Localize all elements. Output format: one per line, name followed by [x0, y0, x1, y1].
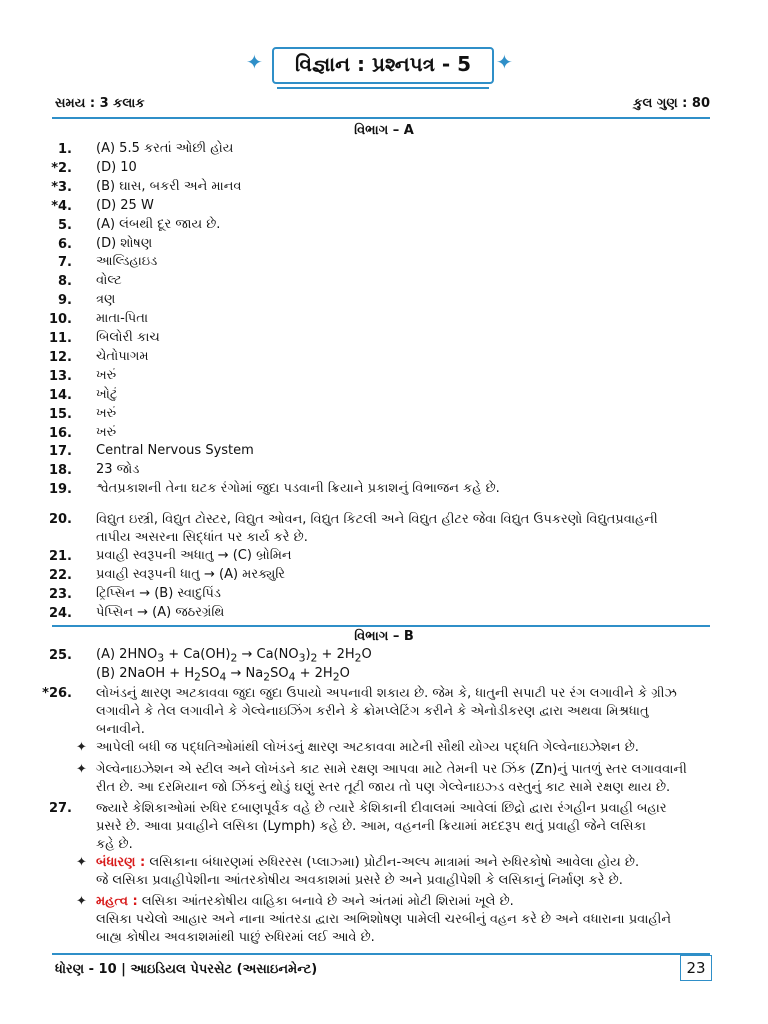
answer-line: જે લસિકા પ્રવાહીપેશીના આંતરકોષીય અવકાશમાં પ્રસરે છે અને પ્રવાહીપેશી કે લસિકાનું નિર્માણ કરે છે. — [96, 873, 623, 888]
question-number: 18. — [48, 463, 72, 479]
answer-text: શ્વેતપ્રકાશની તેના ઘટક રંગોમાં જુદા પડવાની ક્રિયાને પ્રકાશનું વિભાજન કહે છે. — [96, 481, 500, 497]
answer-line: વિદ્યુત ઇસ્ત્રી, વિદ્યુત ટોસ્ટર, વિદ્યુત ઓવન, વિદ્યુત કિટલી અને વિદ્યુત હીટર જેવા વિદ્યુત ઉપકરણો વિદ્યુતપ્રવાહની — [96, 512, 658, 527]
question-number: 19. — [48, 482, 72, 498]
answer-text: (A) લંબથી દૂર જાય છે. — [96, 216, 221, 232]
answer-text: ખરું — [96, 367, 117, 383]
answer-25b: (B) 2NaOH + $H_2SO_4 \to Na_2SO_4 + 2H_2O$ — [96, 666, 350, 684]
diamond-bullet-icon: ✦ — [76, 894, 87, 909]
answer-line: પ્રસરે છે. આવા પ્રવાહીને લસિકા (Lymph) કહે છે. આમ, વહનની ક્રિયામાં મદદરૂપ થતું પ્રવાહી જેને લસિકા — [96, 819, 646, 834]
answer-line: બાહ્ય કોષીય અવકાશમાંથી પાછું રુધિરમાં લઈ આવે છે. — [96, 930, 375, 945]
answer-text: માતા-પિતા — [96, 311, 149, 327]
keyword-importance: મહત્વ : — [96, 894, 138, 909]
question-number: 12. — [48, 349, 72, 365]
answer-line: જ્યારે કેશિકાઓમાં રુધિર દબાણપૂર્વક વહે છે ત્યારે કેશિકાની દીવાલમાં આવેલાં છિદ્રો દ્વારા રંગહીન પ્રવાહી બહાર — [96, 801, 667, 816]
answer-text: બિલોરી કાચ — [96, 330, 160, 345]
diamond-bullet-icon: ✦ — [76, 855, 87, 870]
answer-text: ચેતોપાગમ — [96, 348, 149, 364]
answer-line: બનાવીને. — [96, 722, 145, 737]
left-ornament-icon: ✦ — [246, 50, 263, 74]
answer-text: (D) 25 W — [96, 197, 154, 213]
question-number: 6. — [58, 236, 72, 252]
page-title: વિજ્ઞાન : પ્રશ્નપત્ર - 5 — [294, 52, 472, 76]
answer-text: (A) 5.5 કરતાં ઓછી હોય — [96, 141, 234, 156]
question-number: 20. — [48, 512, 72, 527]
question-number: 11. — [48, 331, 72, 346]
answer-line: લસિકા આંતરકોષીય વાહિકા બનાવે છે અને અંતમાં મોટી શિરામાં ખૂલે છે. — [137, 894, 514, 909]
answer-text: ખોટું — [96, 386, 118, 402]
answer-line: લગાવીને કે તેલ લગાવીને કે ગેલ્વેનાઇઝિંગ કરીને કે ક્રોમપ્લેટિંગ કરીને કે એનોડીકરણ દ્વારા અથવા મિશ્રધાતુ — [96, 704, 649, 719]
diamond-bullet-icon: ✦ — [76, 762, 87, 777]
question-number: 16. — [48, 425, 72, 441]
answer-text: આલ્ડિહાઇડ — [96, 254, 158, 270]
answer-text: ત્રણ — [96, 292, 116, 308]
answer-26-point-2 — [96, 761, 718, 797]
header-rule — [52, 117, 710, 119]
section-a-heading: વિભાગ – A — [354, 123, 414, 138]
answer-text: ખરું — [96, 424, 117, 440]
question-number: *26. — [42, 686, 72, 701]
answer-line: તાપીય અસરના સિદ્ધાંત પર કાર્ય કરે છે. — [96, 530, 308, 545]
question-number: 7. — [58, 255, 72, 271]
question-number: 9. — [58, 293, 72, 309]
question-number: 13. — [48, 368, 72, 384]
answer-line: લસિકાના બંધારણમાં રુધિરરસ (પ્લાઝ્મા) પ્રોટીન-અલ્પ માત્રામાં અને રુધિરકોષો આવેલા હોય છે. — [145, 855, 640, 870]
answer-line: રીત છે. આ દરમિયાન જો ઝિંકનું થોડું ઘણું સ્તર તૂટી જાય તો પણ ગેલ્વેનાઇઝ્ડ વસ્તુનું કાટ સામે રક્ષણ થાય છે. — [96, 780, 671, 795]
question-number: *3. — [51, 179, 72, 195]
answer-text: ખરું — [96, 405, 117, 421]
answer-text: પેપ્સિન → (A) જઠરગ્રંથિ — [96, 605, 225, 620]
question-number: 1. — [58, 142, 72, 157]
question-number: 27. — [48, 801, 72, 816]
answer-line: લોખંડનું ક્ષારણ અટકાવવા જુદા જુદા ઉપાયો અપનાવી શકાય છે. જેમ કે, ધાતુની સપાટી પર રંગ લગાવીને કે ગ્રીઝ — [96, 686, 677, 701]
answer-line: કહે છે. — [96, 837, 133, 852]
question-number: 17. — [48, 444, 72, 460]
question-number: 24. — [48, 606, 72, 621]
marks-label: કુલ ગુણ : 80 — [633, 96, 710, 111]
answer-27-point-1 — [96, 854, 718, 890]
answer-text: 23 જોડ — [96, 462, 140, 478]
footer-rule — [52, 953, 710, 955]
answer-20 — [96, 511, 718, 547]
keyword-structure: બંધારણ : — [96, 855, 146, 870]
diamond-bullet-icon: ✦ — [76, 740, 87, 755]
answer-text: વોલ્ટ — [96, 273, 122, 289]
section-b-heading: વિભાગ – B — [354, 629, 414, 644]
answer-text: ટ્રિપ્સિન → (B) સ્વાદુપિંડ — [96, 586, 221, 601]
answer-27-point-2 — [96, 893, 718, 947]
question-number: 10. — [48, 312, 72, 328]
answer-text: Central Nervous System — [96, 443, 254, 459]
answer-text: (B) ઘાસ, બકરી અને માનવ — [96, 178, 242, 194]
answer-line: ગેલ્વેનાઇઝેશન એ સ્ટીલ અને લોખંડને કાટ સામે રક્ષણ આપવા માટે તેમની પર ઝિંક (Zn)નું પાતળું સ્તર લગાવવાની — [96, 762, 687, 777]
question-number: 5. — [58, 217, 72, 233]
question-number: 25. — [48, 648, 72, 663]
answer-27 — [96, 800, 718, 854]
question-number: 8. — [58, 274, 72, 290]
section-rule — [52, 625, 710, 627]
time-label: સમય : 3 કલાક — [55, 96, 145, 111]
question-number: *2. — [51, 160, 72, 176]
question-number: 15. — [48, 406, 72, 422]
answer-line: લસિકા પચેલો આહાર અને નાના આંતરડા દ્વારા અભિશોષણ પામેલી ચરબીનું વહન કરે છે અને વધારાના પ્રવાહીને — [96, 912, 672, 927]
answer-26 — [96, 685, 718, 739]
answer-text: (D) 10 — [96, 159, 137, 175]
page-number: 23 — [680, 955, 712, 981]
question-number: 23. — [48, 587, 72, 602]
answer-text: પ્રવાહી સ્વરૂપની અધાતુ → (C) બ્રોમિન — [96, 548, 292, 563]
right-ornament-icon: ✦ — [496, 50, 513, 74]
question-number: 14. — [48, 387, 72, 403]
answer-text: પ્રવાહી સ્વરૂપની ધાતુ → (A) મરક્યુરિ — [96, 567, 286, 582]
answer-text: (D) શોષણ — [96, 235, 153, 251]
question-number: 21. — [48, 549, 72, 564]
footer-text: ધોરણ - 10 | આઇડિયલ પેપરસેટ (અસાઇનમેન્ટ) — [55, 962, 318, 977]
title-box — [272, 47, 494, 84]
question-number: 22. — [48, 568, 72, 583]
answer-25a: (A) $2HNO_3 + Ca(OH)_2 \to Ca(NO_3)_2 + 2H_2O$ — [96, 647, 372, 665]
question-number: *4. — [51, 198, 72, 214]
answer-26-point-1: આપેલી બધી જ પદ્ધતિઓમાંથી લોખંડનું ક્ષારણ અટકાવવા માટેની સૌથી યોગ્ય પદ્ધતિ ગેલ્વેનાઇઝેશન છે. — [96, 740, 639, 755]
